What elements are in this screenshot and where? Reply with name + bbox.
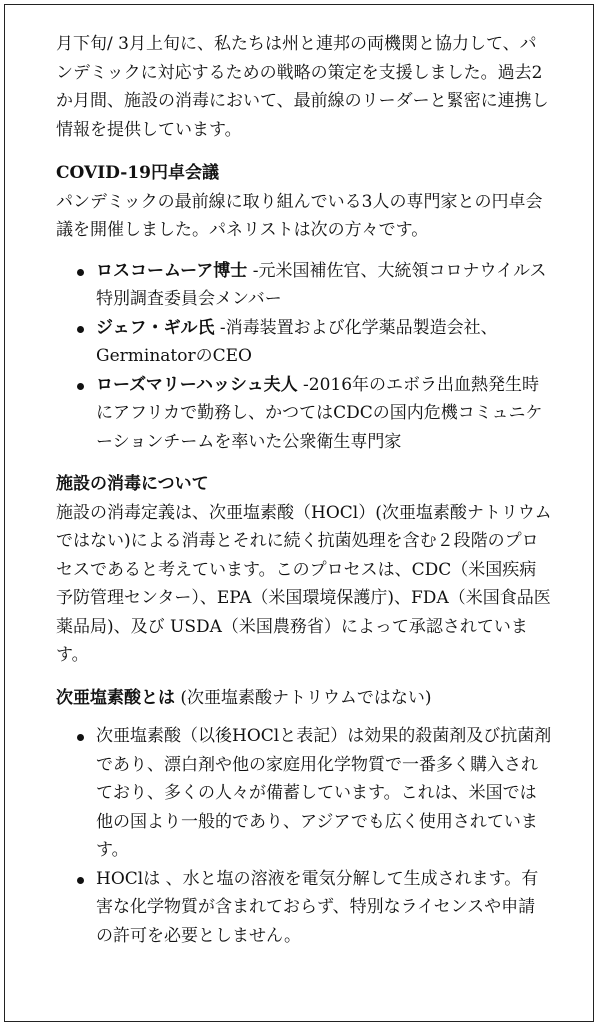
intro-paragraph: 月下旬/ 3月上旬に、私たちは州と連邦の両機関と協力して、パンデミックに対応するための戦略の策定を支援しました。過去2か月間、施設の消毒において、最前線のリーダーと緊密に連携し情報を提供しています。 [56,34,549,140]
article-body [56,30,552,964]
bullet-icon [77,269,84,276]
panelist-desc: -消毒装置および化学薬品製造会社、GerminatorのCEO [96,317,498,366]
list-item [96,722,552,865]
disinfection-heading: 施設の消毒について [56,474,209,494]
hocl-heading [56,684,552,713]
list-item [96,371,552,457]
list-item [96,865,552,951]
roundtable-text: パンデミックの最前線に取り組んでいる3人の専門家との円卓会議を開催しました。パネリストは次の方々です。 [56,191,543,240]
panelist-list [56,257,552,457]
hocl-heading-bold: 次亜塩素酸とは [56,687,175,708]
bullet-icon [77,326,84,333]
disinfection-text: 施設の消毒定義は、次亜塩素酸（HOCl）(次亜塩素酸ナトリウムではない)による消毒とそれに続く抗菌処理を含む２段階のプロセスであると考えています。このプロセスは、CDC（米国疾病予防管理センター）、EPA（米国環境保護庁)、FDA（米国食品医薬品局)、及び USDA（米国農務省）によって承認されています。 [56,502,552,665]
bullet-icon [77,877,84,884]
panelist-name: ローズマリーハッシュ夫人 [96,374,298,395]
bullet-icon [77,734,84,741]
panelist-desc: -2016年のエボラ出血熱発生時にアフリカで勤務し、かつてはCDCの国内危機コミュニケーションチームを率いた公衆衛生専門家 [96,374,543,452]
roundtable-section [56,159,552,456]
panelist-name: ジェフ・ギル氏 [96,317,215,338]
disinfection-section [56,470,552,670]
hocl-section [56,684,552,951]
hocl-heading-note: (次亜塩素酸ナトリウムではない) [175,687,432,708]
panelist-name: ロスコームーア博士 [96,260,248,281]
list-item [96,257,552,314]
hocl-item-text: HOClは 、水と塩の溶液を電気分解して生成されます。有害な化学物質が含まれておらず、特別なライセンスや申請の許可を必要としません。 [96,868,539,946]
roundtable-heading: COVID-19円卓会議 [56,163,219,183]
bullet-icon [77,383,84,390]
hocl-list [56,722,552,950]
hocl-item-text: 次亜塩素酸（以後HOClと表記）は効果的殺菌剤及び抗菌剤であり、漂白剤や他の家庭用化学物質で一番多く購入されており、多くの人々が備蓄しています。これは、米国では他の国より一般的であり、アジアでも広く使用されています。 [96,726,552,860]
panelist-desc: -元米国補佐官、大統領コロナウイルス特別調査委員会メンバー [96,260,547,309]
list-item [96,314,552,371]
